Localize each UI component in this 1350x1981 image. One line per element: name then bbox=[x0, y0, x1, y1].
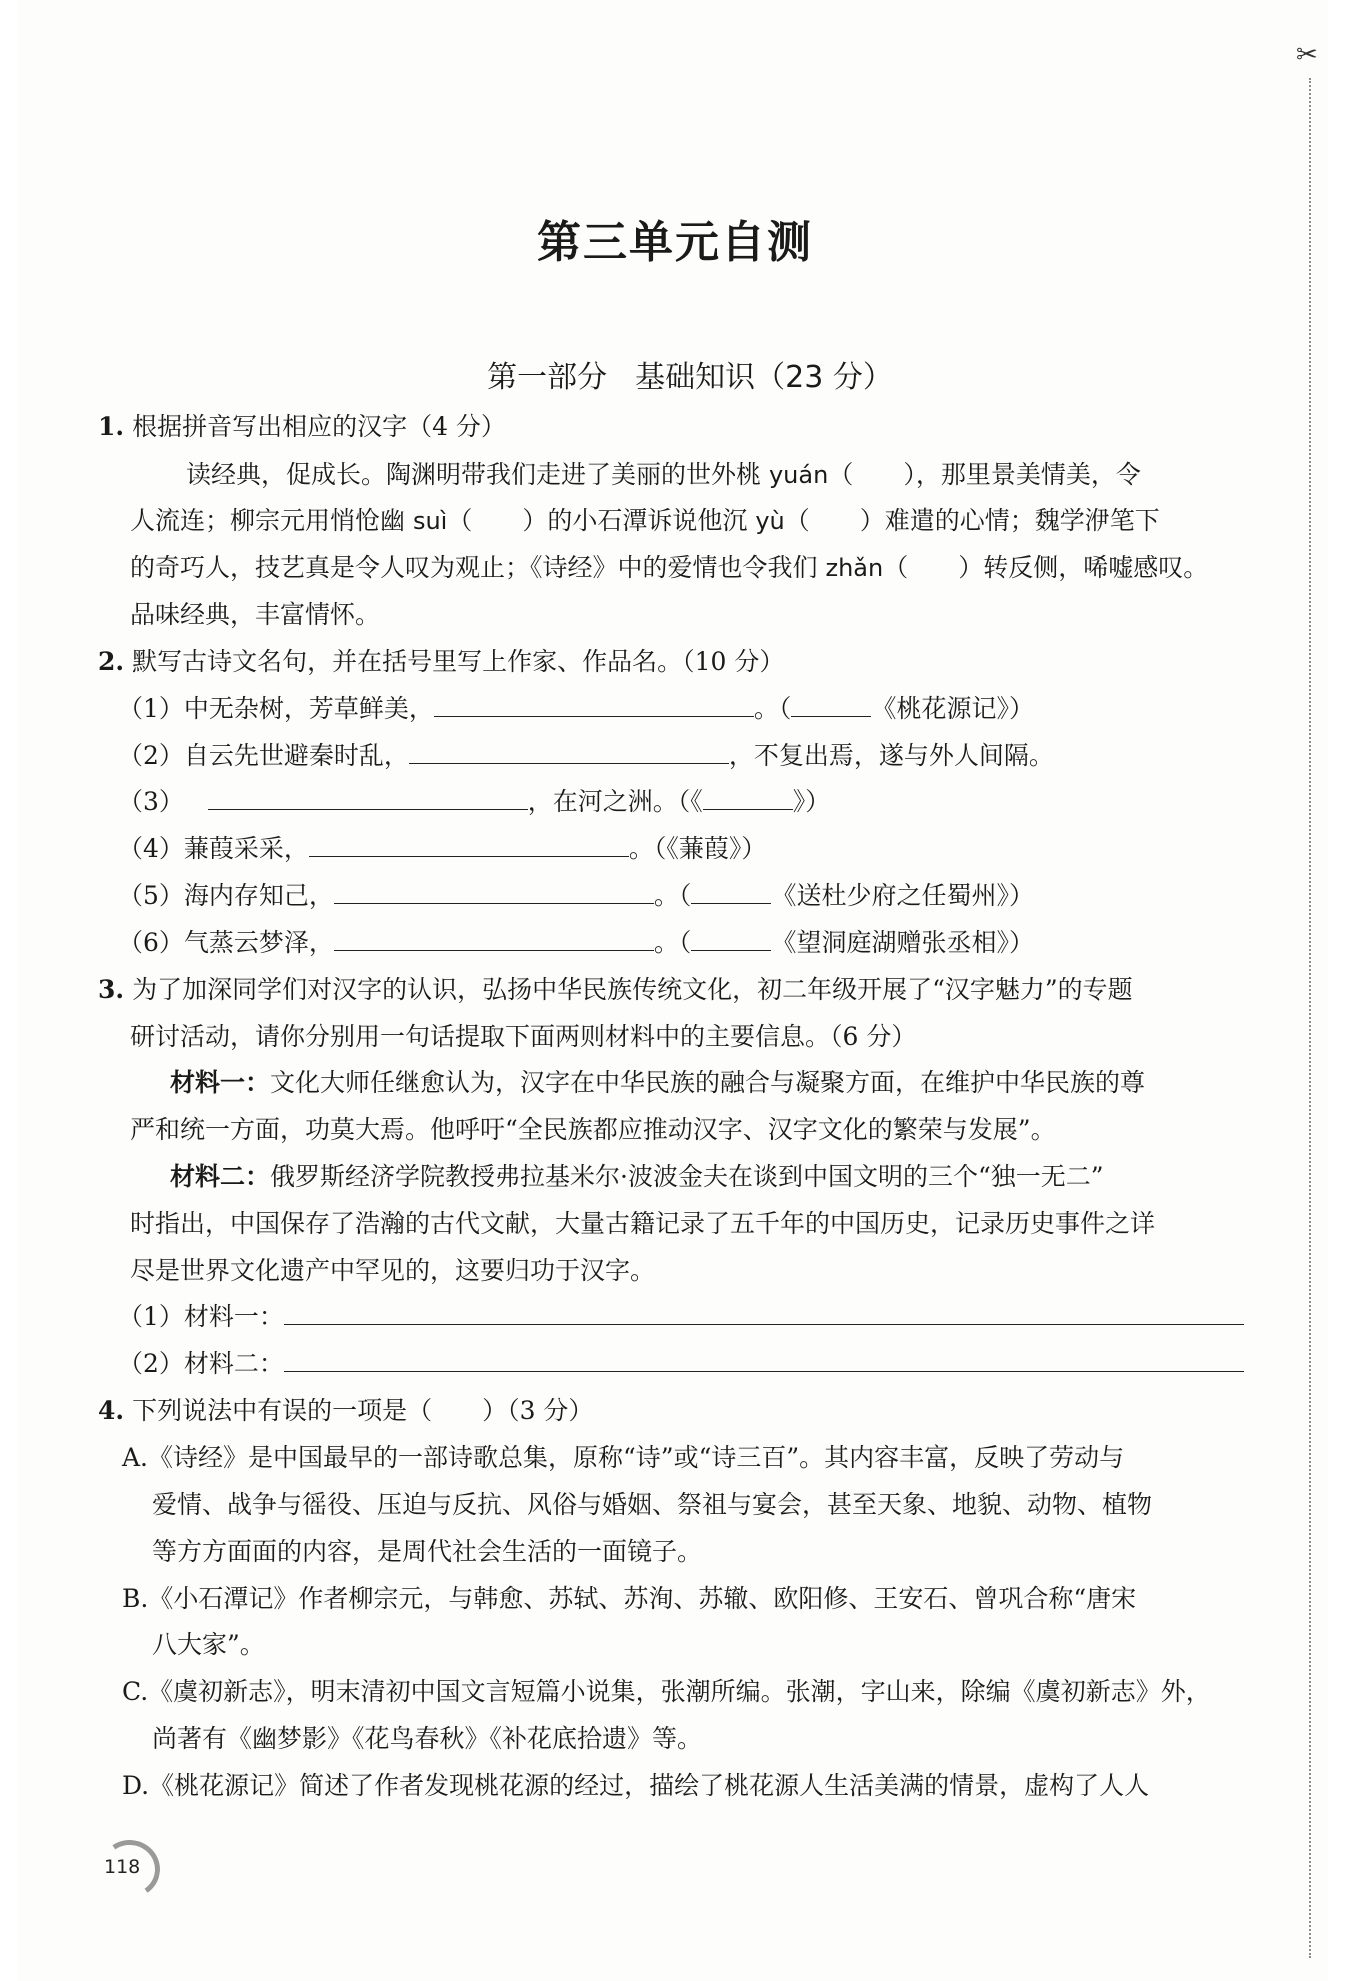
q1-passage-line1: 读经典，促成长。陶渊明带我们走进了美丽的世外桃 yuán（ ），那里景美情美，令 bbox=[186, 460, 1141, 489]
answer-blank[interactable] bbox=[691, 879, 771, 904]
answer-blank[interactable] bbox=[434, 692, 754, 717]
pinyin-1: yuán bbox=[768, 461, 829, 489]
answer-blank[interactable] bbox=[284, 1300, 1244, 1325]
answer-blank[interactable] bbox=[691, 926, 771, 951]
answer-blank[interactable] bbox=[409, 739, 729, 764]
section-name: 基础知识（23 分） bbox=[635, 360, 893, 395]
q4-option-c-line1: C.《虞初新志》，明末清初中国文言短篇小说集，张潮所编。张潮，字山来，除编《虞初新志》外， bbox=[122, 1677, 1211, 1706]
q2-item-1: （1）中无杂树，芳草鲜美， 。（ 《桃花源记》） bbox=[118, 694, 1034, 723]
page-number: 118 bbox=[104, 1856, 141, 1878]
q4-option-d-line1: D.《桃花源记》简述了作者发现桃花源的经过，描绘了桃花源人生活美满的情景，虚构了人人 bbox=[122, 1771, 1150, 1800]
answer-blank[interactable] bbox=[208, 785, 528, 810]
pinyin-2: suì bbox=[412, 507, 448, 535]
q4-option-b-line2: 八大家”。 bbox=[152, 1630, 265, 1659]
section-heading bbox=[0, 352, 1350, 396]
q4-option-a-line3: 等方方面面的内容，是周代社会生活的一面镜子。 bbox=[152, 1537, 703, 1566]
section-part: 第一部分 bbox=[487, 360, 608, 395]
q2-item-3: （3） ，在河之洲。（《 》） bbox=[118, 787, 831, 816]
page-title: 第三单元自测 bbox=[537, 217, 813, 268]
q1-passage-line3: 的奇巧人，技艺真是令人叹为观止；《诗经》中的爱情也令我们 zhǎn（ ）转反侧，唏嘘感叹。 bbox=[130, 553, 1209, 582]
q4-option-a-line1: A.《诗经》是中国最早的一部诗歌总集，原称“诗”或“诗三百”。其内容丰富，反映了劳动与 bbox=[122, 1443, 1125, 1472]
q4-option-b-line1: B.《小石潭记》作者柳宗元，与韩愈、苏轼、苏洵、苏辙、欧阳修、王安石、曾巩合称“唐宋 bbox=[122, 1584, 1137, 1613]
q3-material2-line1: 材料二：俄罗斯经济学院教授弗拉基米尔·波波金夫在谈到中国文明的三个“独一无二” bbox=[170, 1162, 1104, 1191]
page-number-badge bbox=[100, 1840, 148, 1884]
q3-answer-1: （1）材料一： bbox=[118, 1300, 1244, 1334]
q1-passage-line2: 人流连；柳宗元用悄怆幽 suì（ ）的小石潭诉说他沉 yù（ ）难遣的心情；魏学洢笔下 bbox=[130, 506, 1160, 535]
q3-material2-line2: 时指出，中国保存了浩瀚的古代文献，大量古籍记录了五千年的中国历史，记录历史事件之详 bbox=[130, 1209, 1156, 1238]
q3-material1-line1: 材料一：文化大师任继愈认为，汉字在中华民族的融合与凝聚方面，在维护中华民族的尊 bbox=[170, 1068, 1146, 1097]
q2-item-4: （4）蒹葭采采， 。（《蒹葭》） bbox=[118, 834, 767, 863]
q4-option-c-line2: 尚著有《幽梦影》《花鸟春秋》《补花底拾遗》等。 bbox=[152, 1724, 703, 1753]
scissors-icon: ✂ bbox=[1296, 40, 1318, 70]
answer-blank[interactable] bbox=[791, 692, 871, 717]
q2-item-2: （2）自云先世避秦时乱， ，不复出焉，遂与外人间隔。 bbox=[118, 741, 1054, 770]
pinyin-3: yù bbox=[755, 507, 785, 535]
answer-blank[interactable] bbox=[334, 926, 654, 951]
q3-stem-line2: 研讨活动，请你分别用一句话提取下面两则材料中的主要信息。（6 分） bbox=[130, 1022, 917, 1051]
q2-item-6: （6）气蒸云梦泽， 。（ 《望洞庭湖赠张丞相》） bbox=[118, 928, 1034, 957]
q4-stem: 4. 下列说法中有误的一项是（ ）（3 分） bbox=[98, 1396, 594, 1425]
q3-material2-line3: 尽是世界文化遗产中罕见的，这要归功于汉字。 bbox=[130, 1256, 656, 1285]
answer-blank[interactable] bbox=[703, 785, 793, 810]
q3-answer-2: （2）材料二： bbox=[118, 1347, 1244, 1381]
q2-item-5: （5）海内存知己， 。（ 《送杜少府之任蜀州》） bbox=[118, 881, 1034, 910]
pinyin-4: zhǎn bbox=[825, 554, 884, 582]
q2-stem: 2. 默写古诗文名句，并在括号里写上作家、作品名。（10 分） bbox=[98, 647, 785, 676]
answer-blank[interactable] bbox=[309, 832, 629, 857]
q3-stem-line1: 3. 为了加深同学们对汉字的认识，弘扬中华民族传统文化，初二年级开展了“汉字魅力”的专题 bbox=[98, 975, 1133, 1004]
q1-stem: 1. 根据拼音写出相应的汉字（4 分） bbox=[98, 412, 506, 441]
q4-option-a-line2: 爱情、战争与徭役、压迫与反抗、风俗与婚姻、祭祖与宴会，甚至天象、地貌、动物、植物 bbox=[152, 1490, 1153, 1519]
answer-blank[interactable] bbox=[334, 879, 654, 904]
answer-blank[interactable] bbox=[284, 1347, 1244, 1372]
q3-material1-line2: 严和统一方面，功莫大焉。他呼吁“全民族都应推动汉字、汉字文化的繁荣与发展”。 bbox=[130, 1115, 1056, 1144]
q1-passage-line4: 品味经典，丰富情怀。 bbox=[130, 600, 381, 629]
